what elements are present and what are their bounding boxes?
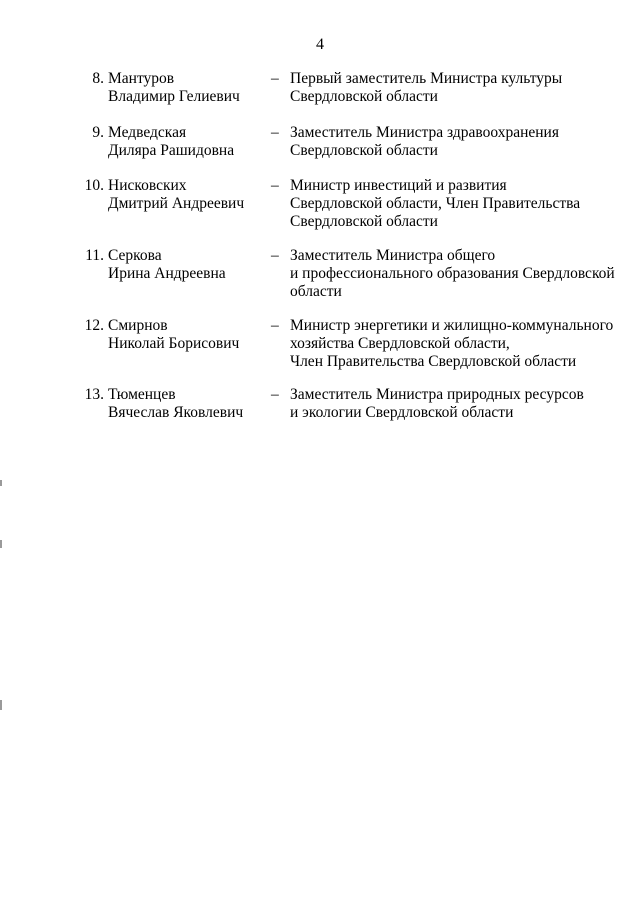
role-line: Свердловской области [290,88,438,105]
person-role [290,247,620,301]
dash-separator: – [271,70,279,87]
scan-edge-mark [0,480,2,486]
person-given-names: Ирина Андреевна [108,265,226,282]
person-surname: Медведская [108,124,187,141]
dash-separator: – [271,247,279,264]
person-surname: Серкова [108,247,162,264]
dash-separator: – [271,177,279,194]
role-line: Свердловской области [290,142,438,159]
role-line: Министр инвестиций и развития [290,177,507,194]
person-given-names: Николай Борисович [108,335,240,352]
scan-edge-mark [0,540,2,548]
item-number: 12. [84,317,104,334]
person-name [108,177,268,213]
person-name [108,247,268,283]
person-role [290,177,620,231]
dash-separator: – [271,386,279,403]
item-number: 8. [92,70,104,87]
person-surname: Нисковских [108,177,187,194]
person-given-names: Дмитрий Андреевич [108,195,245,212]
person-role [290,70,620,106]
role-line: Свердловской области [290,213,438,230]
person-surname: Смирнов [108,317,168,334]
role-line: хозяйства Свердловской области, [290,335,510,352]
person-role [290,386,620,422]
person-given-names: Диляра Рашидовна [108,142,235,159]
role-line: Член Правительства Свердловской области [290,353,577,370]
person-given-names: Вячеслав Яковлевич [108,404,244,421]
person-given-names: Владимир Гелиевич [108,88,240,105]
person-surname: Мантуров [108,70,175,87]
person-name [108,386,268,422]
dash-separator: – [271,124,279,141]
person-name [108,317,268,353]
person-role [290,124,620,160]
person-surname: Тюменцев [108,386,176,403]
role-line: Первый заместитель Министра культуры [290,70,563,87]
person-name [108,70,268,106]
role-line: Заместитель Министра общего [290,247,496,264]
role-line: и профессионального образования Свердловской [290,265,615,282]
item-number: 9. [92,124,104,141]
page-number: 4 [316,36,324,53]
role-line: Свердловской области, Член Правительства [290,195,581,212]
dash-separator: – [271,317,279,334]
person-role [290,317,620,371]
role-line: и экологии Свердловской области [290,404,514,421]
scan-edge-mark [0,700,2,710]
role-line: Заместитель Министра здравоохранения [290,124,559,141]
role-line: Министр энергетики и жилищно-коммунального [290,317,614,334]
role-line: области [290,283,342,300]
item-number: 13. [84,386,104,403]
item-number: 10. [84,177,104,194]
person-name [108,124,268,160]
role-line: Заместитель Министра природных ресурсов [290,386,584,403]
item-number: 11. [85,247,104,264]
